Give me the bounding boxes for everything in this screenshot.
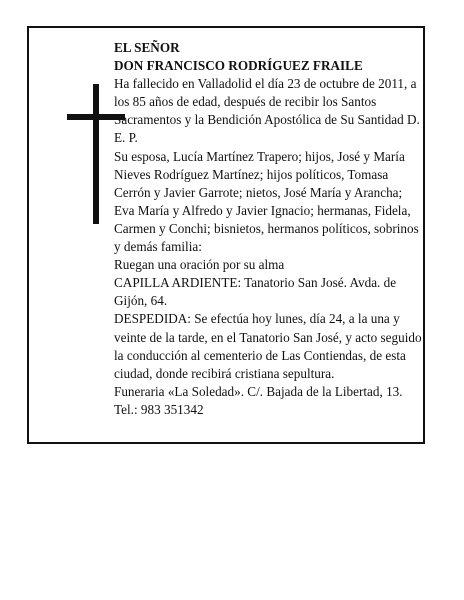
chapel-info: CAPILLA ARDIENTE: Tanatorio San José. Avda. de Gijón, 64.	[114, 275, 397, 309]
family-list: Su esposa, Lucía Martínez Trapero; hijos, José y María Nieves Rodríguez Martínez; hijos políticos, Tomasa Cerrón y Javier Garrote; nietos, José María y Arancha; Eva María y Alfredo y Javier Ignacio; hermanas, Fidela, Carmen y Conchi; bisnietos, hermanos políticos, sobrinos y demás familia:	[114, 148, 419, 255]
funeral-home-info: Funeraria «La Soledad». C/. Bajada de la Libertad, 13. Tel.: 983 351342	[114, 383, 403, 417]
farewell-info: DESPEDIDA: Se efectúa hoy lunes, día 24, a la una y veinte de la tarde, en el Tanatorio San José, y acto seguido la conducción al cementerio de Las Contiendas, de esta ciudad, donde recibirá cristiana sepultura.	[114, 311, 422, 381]
notice-title: EL SEÑOR	[114, 40, 180, 55]
death-announcement: Ha fallecido en Valladolid el día 23 de octubre de 2011, a los 85 años de edad, después de recibir los Santos Sacramentos y la Bendición Apostólica de Su Santidad D. E. P.	[114, 76, 420, 146]
cross-vertical-bar	[93, 84, 99, 224]
deceased-name: DON FRANCISCO RODRÍGUEZ FRAILE	[114, 58, 363, 74]
prayer-request: Ruegan una oración por su alma	[114, 257, 285, 273]
obituary-text	[114, 39, 424, 419]
